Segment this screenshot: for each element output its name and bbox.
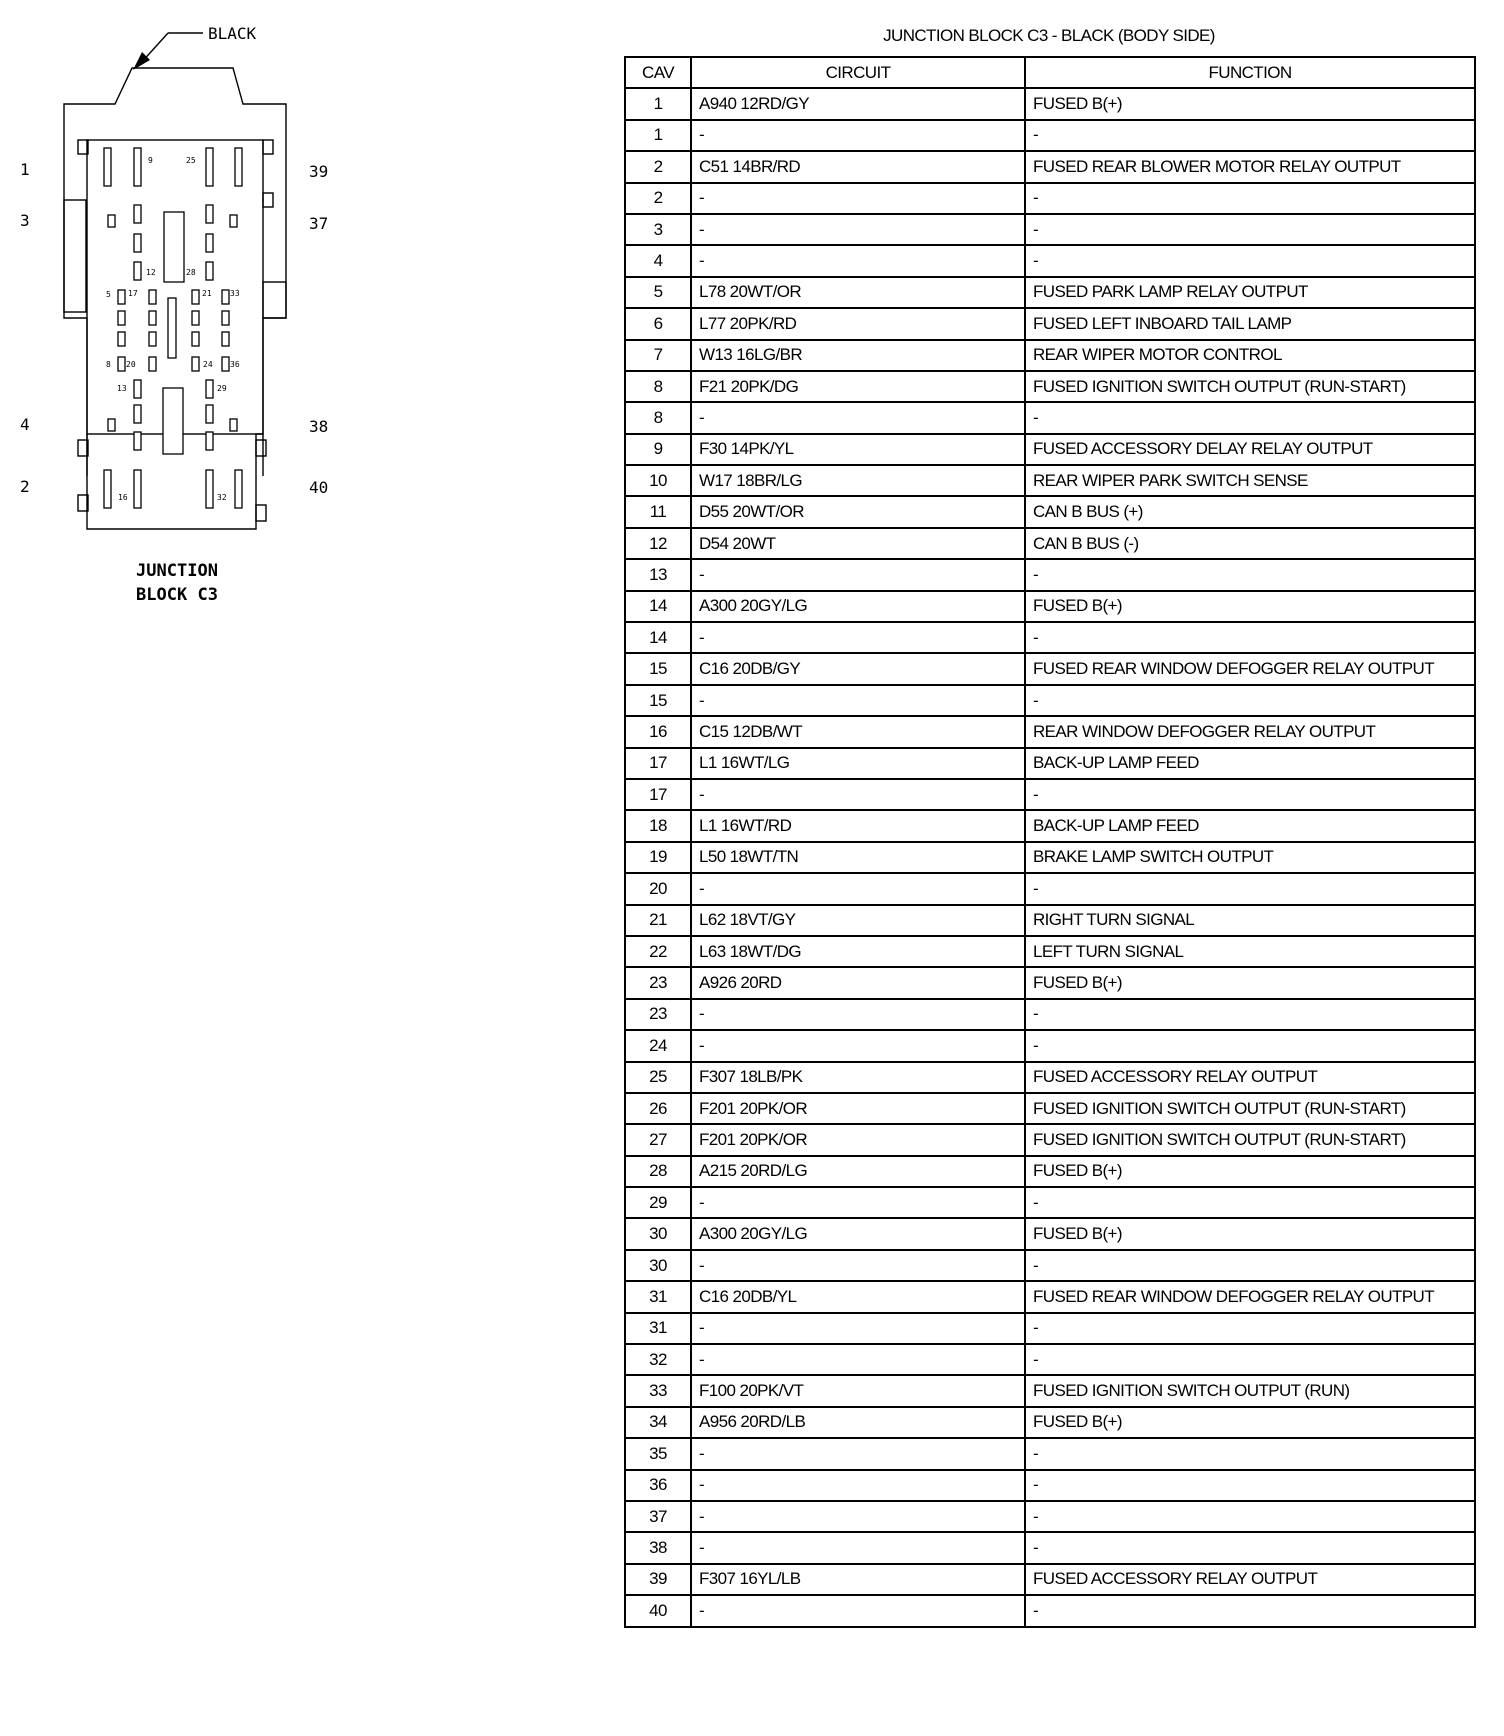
cell-function: FUSED IGNITION SWITCH OUTPUT (RUN-START) bbox=[1025, 1124, 1475, 1155]
cell-circuit: C16 20DB/GY bbox=[691, 653, 1025, 684]
cell-function: FUSED LEFT INBOARD TAIL LAMP bbox=[1025, 308, 1475, 339]
table-row bbox=[625, 748, 1475, 779]
cell-function: - bbox=[1025, 1187, 1475, 1218]
header-circuit: CIRCUIT bbox=[691, 57, 1025, 88]
cell-cav: 39 bbox=[625, 1564, 691, 1595]
cell-circuit: - bbox=[691, 1313, 1025, 1344]
table-title: JUNCTION BLOCK C3 - BLACK (BODY SIDE) bbox=[883, 26, 1215, 45]
cavity-number: 24 bbox=[203, 360, 213, 369]
cavity-number: 20 bbox=[126, 360, 136, 369]
cell-function: FUSED REAR BLOWER MOTOR RELAY OUTPUT bbox=[1025, 151, 1475, 182]
table-row bbox=[625, 434, 1475, 465]
table-row bbox=[625, 1344, 1475, 1375]
cell-cav: 2 bbox=[625, 183, 691, 214]
cell-circuit: - bbox=[691, 1187, 1025, 1218]
cell-function: BACK-UP LAMP FEED bbox=[1025, 810, 1475, 841]
cell-function: REAR WINDOW DEFOGGER RELAY OUTPUT bbox=[1025, 716, 1475, 747]
cell-function: - bbox=[1025, 1595, 1475, 1626]
cell-cav: 14 bbox=[625, 591, 691, 622]
cell-function: - bbox=[1025, 622, 1475, 653]
cell-cav: 16 bbox=[625, 716, 691, 747]
table-row bbox=[625, 685, 1475, 716]
cell-cav: 11 bbox=[625, 496, 691, 527]
cell-circuit: - bbox=[691, 1438, 1025, 1469]
pin-label: 40 bbox=[309, 478, 329, 497]
cell-function: FUSED B(+) bbox=[1025, 1407, 1475, 1438]
cell-circuit: A300 20GY/LG bbox=[691, 591, 1025, 622]
cell-cav: 38 bbox=[625, 1532, 691, 1563]
cell-function: FUSED IGNITION SWITCH OUTPUT (RUN-START) bbox=[1025, 1093, 1475, 1124]
cell-function: - bbox=[1025, 1470, 1475, 1501]
table-row bbox=[625, 936, 1475, 967]
cell-circuit: A300 20GY/LG bbox=[691, 1218, 1025, 1249]
cavity-table bbox=[624, 56, 1476, 1628]
table-row bbox=[625, 1470, 1475, 1501]
cell-cav: 36 bbox=[625, 1470, 691, 1501]
cell-function: - bbox=[1025, 1250, 1475, 1281]
cell-cav: 8 bbox=[625, 402, 691, 433]
header-function: FUNCTION bbox=[1025, 57, 1475, 88]
pin-label: 39 bbox=[309, 162, 329, 181]
cell-cav: 4 bbox=[625, 245, 691, 276]
table-row bbox=[625, 1124, 1475, 1155]
table-row bbox=[625, 779, 1475, 810]
cell-circuit: D55 20WT/OR bbox=[691, 496, 1025, 527]
cell-cav: 17 bbox=[625, 748, 691, 779]
cell-function: RIGHT TURN SIGNAL bbox=[1025, 905, 1475, 936]
cell-cav: 40 bbox=[625, 1595, 691, 1626]
cell-circuit: A956 20RD/LB bbox=[691, 1407, 1025, 1438]
cell-circuit: - bbox=[691, 1470, 1025, 1501]
cell-cav: 1 bbox=[625, 120, 691, 151]
cell-circuit: - bbox=[691, 1344, 1025, 1375]
cell-function: FUSED IGNITION SWITCH OUTPUT (RUN) bbox=[1025, 1375, 1475, 1406]
cell-circuit: A926 20RD bbox=[691, 967, 1025, 998]
table-row bbox=[625, 622, 1475, 653]
cell-function: - bbox=[1025, 214, 1475, 245]
cavity-number: 32 bbox=[217, 493, 227, 502]
table-row bbox=[625, 716, 1475, 747]
table-row bbox=[625, 1438, 1475, 1469]
table-row bbox=[625, 1313, 1475, 1344]
table-row bbox=[625, 1564, 1475, 1595]
cell-function: - bbox=[1025, 873, 1475, 904]
cell-cav: 23 bbox=[625, 967, 691, 998]
table-row bbox=[625, 1407, 1475, 1438]
cell-function: - bbox=[1025, 1313, 1475, 1344]
table-row bbox=[625, 905, 1475, 936]
cell-function: FUSED REAR WINDOW DEFOGGER RELAY OUTPUT bbox=[1025, 653, 1475, 684]
cell-circuit: L50 18WT/TN bbox=[691, 842, 1025, 873]
cell-cav: 27 bbox=[625, 1124, 691, 1155]
table-row bbox=[625, 465, 1475, 496]
cell-cav: 34 bbox=[625, 1407, 691, 1438]
cavity-number: 9 bbox=[148, 156, 153, 165]
table-row bbox=[625, 1375, 1475, 1406]
cell-function: FUSED PARK LAMP RELAY OUTPUT bbox=[1025, 277, 1475, 308]
cell-cav: 25 bbox=[625, 1062, 691, 1093]
table-row bbox=[625, 842, 1475, 873]
table-row bbox=[625, 1156, 1475, 1187]
header-cav: CAV bbox=[625, 57, 691, 88]
pin-label: 38 bbox=[309, 417, 329, 436]
cell-circuit: A940 12RD/GY bbox=[691, 88, 1025, 119]
cell-function: - bbox=[1025, 779, 1475, 810]
cell-circuit: L62 18VT/GY bbox=[691, 905, 1025, 936]
cell-circuit: D54 20WT bbox=[691, 528, 1025, 559]
cell-function: - bbox=[1025, 1532, 1475, 1563]
cell-cav: 13 bbox=[625, 559, 691, 590]
cell-circuit: F307 16YL/LB bbox=[691, 1564, 1025, 1595]
cell-function: CAN B BUS (+) bbox=[1025, 496, 1475, 527]
connector-color-label: BLACK bbox=[208, 24, 257, 43]
cell-cav: 31 bbox=[625, 1313, 691, 1344]
cavity-number: 13 bbox=[117, 384, 127, 393]
cell-circuit: C51 14BR/RD bbox=[691, 151, 1025, 182]
cell-cav: 22 bbox=[625, 936, 691, 967]
table-row bbox=[625, 245, 1475, 276]
table-row bbox=[625, 810, 1475, 841]
cell-cav: 30 bbox=[625, 1218, 691, 1249]
connector-cavities bbox=[104, 148, 242, 508]
cell-cav: 32 bbox=[625, 1344, 691, 1375]
table-row bbox=[625, 1532, 1475, 1563]
cell-circuit: C16 20DB/YL bbox=[691, 1281, 1025, 1312]
cell-circuit: F201 20PK/OR bbox=[691, 1124, 1025, 1155]
cell-circuit: - bbox=[691, 1030, 1025, 1061]
cell-cav: 15 bbox=[625, 685, 691, 716]
cell-function: BRAKE LAMP SWITCH OUTPUT bbox=[1025, 842, 1475, 873]
table-row bbox=[625, 528, 1475, 559]
table-row bbox=[625, 653, 1475, 684]
cell-cav: 12 bbox=[625, 528, 691, 559]
cell-circuit: L1 16WT/RD bbox=[691, 810, 1025, 841]
table-row bbox=[625, 371, 1475, 402]
cell-cav: 10 bbox=[625, 465, 691, 496]
cavity-number: 8 bbox=[106, 360, 111, 369]
pin-label: 3 bbox=[20, 211, 30, 230]
cell-circuit: - bbox=[691, 1250, 1025, 1281]
cell-cav: 33 bbox=[625, 1375, 691, 1406]
pin-label: 2 bbox=[20, 477, 30, 496]
cell-cav: 26 bbox=[625, 1093, 691, 1124]
table-row bbox=[625, 151, 1475, 182]
cell-cav: 9 bbox=[625, 434, 691, 465]
cell-cav: 5 bbox=[625, 277, 691, 308]
cell-function: - bbox=[1025, 559, 1475, 590]
cell-circuit: L77 20PK/RD bbox=[691, 308, 1025, 339]
cell-function: FUSED B(+) bbox=[1025, 967, 1475, 998]
cell-circuit: - bbox=[691, 402, 1025, 433]
cell-circuit: F30 14PK/YL bbox=[691, 434, 1025, 465]
cell-circuit: F307 18LB/PK bbox=[691, 1062, 1025, 1093]
table-row bbox=[625, 277, 1475, 308]
cell-function: FUSED ACCESSORY RELAY OUTPUT bbox=[1025, 1564, 1475, 1595]
pin-label: 37 bbox=[309, 214, 329, 233]
cell-circuit: - bbox=[691, 1532, 1025, 1563]
table-row bbox=[625, 214, 1475, 245]
cell-circuit: - bbox=[691, 873, 1025, 904]
cell-function: FUSED REAR WINDOW DEFOGGER RELAY OUTPUT bbox=[1025, 1281, 1475, 1312]
cell-cav: 23 bbox=[625, 999, 691, 1030]
cell-function: - bbox=[1025, 183, 1475, 214]
cavity-number: 33 bbox=[230, 289, 240, 298]
cell-function: - bbox=[1025, 685, 1475, 716]
cell-circuit: L78 20WT/OR bbox=[691, 277, 1025, 308]
pin-label: 1 bbox=[20, 160, 30, 179]
cell-function: FUSED IGNITION SWITCH OUTPUT (RUN-START) bbox=[1025, 371, 1475, 402]
cell-cav: 17 bbox=[625, 779, 691, 810]
cell-cav: 37 bbox=[625, 1501, 691, 1532]
cavity-number: 29 bbox=[217, 384, 227, 393]
table-row bbox=[625, 1501, 1475, 1532]
table-row bbox=[625, 183, 1475, 214]
cell-cav: 29 bbox=[625, 1187, 691, 1218]
cell-cav: 14 bbox=[625, 622, 691, 653]
table-header-row bbox=[625, 57, 1475, 88]
cell-circuit: L63 18WT/DG bbox=[691, 936, 1025, 967]
table-row bbox=[625, 1218, 1475, 1249]
cell-circuit: - bbox=[691, 120, 1025, 151]
cell-cav: 20 bbox=[625, 873, 691, 904]
table-row bbox=[625, 340, 1475, 371]
table-row bbox=[625, 1030, 1475, 1061]
cavity-number: 25 bbox=[186, 156, 196, 165]
pin-label: 4 bbox=[20, 415, 30, 434]
table-row bbox=[625, 999, 1475, 1030]
cell-function: BACK-UP LAMP FEED bbox=[1025, 748, 1475, 779]
cavity-number: 12 bbox=[146, 268, 156, 277]
table-row bbox=[625, 402, 1475, 433]
cell-cav: 21 bbox=[625, 905, 691, 936]
cavity-number: 21 bbox=[202, 289, 212, 298]
cell-circuit: A215 20RD/LG bbox=[691, 1156, 1025, 1187]
connector-diagram bbox=[0, 0, 360, 620]
cell-function: - bbox=[1025, 1030, 1475, 1061]
cell-function: - bbox=[1025, 1344, 1475, 1375]
table-body bbox=[625, 88, 1475, 1626]
cavity-number: 16 bbox=[118, 493, 128, 502]
cell-cav: 19 bbox=[625, 842, 691, 873]
cell-cav: 28 bbox=[625, 1156, 691, 1187]
connector-name-line1: JUNCTION bbox=[136, 561, 218, 581]
table-row bbox=[625, 496, 1475, 527]
table-row bbox=[625, 591, 1475, 622]
cell-circuit: C15 12DB/WT bbox=[691, 716, 1025, 747]
cell-function: FUSED B(+) bbox=[1025, 1156, 1475, 1187]
cell-circuit: - bbox=[691, 183, 1025, 214]
cavity-number: 28 bbox=[186, 268, 196, 277]
cell-circuit: - bbox=[691, 1595, 1025, 1626]
cell-function: FUSED B(+) bbox=[1025, 591, 1475, 622]
cell-function: REAR WIPER MOTOR CONTROL bbox=[1025, 340, 1475, 371]
table-row bbox=[625, 120, 1475, 151]
cavity-number: 17 bbox=[128, 289, 138, 298]
cell-function: REAR WIPER PARK SWITCH SENSE bbox=[1025, 465, 1475, 496]
cell-circuit: W13 16LG/BR bbox=[691, 340, 1025, 371]
cell-function: - bbox=[1025, 999, 1475, 1030]
cell-function: - bbox=[1025, 120, 1475, 151]
cell-cav: 8 bbox=[625, 371, 691, 402]
cell-circuit: F201 20PK/OR bbox=[691, 1093, 1025, 1124]
cavity-number: 5 bbox=[106, 290, 111, 299]
cell-cav: 24 bbox=[625, 1030, 691, 1061]
cell-cav: 7 bbox=[625, 340, 691, 371]
cell-cav: 1 bbox=[625, 88, 691, 119]
cell-circuit: F21 20PK/DG bbox=[691, 371, 1025, 402]
table-row bbox=[625, 1281, 1475, 1312]
cell-cav: 18 bbox=[625, 810, 691, 841]
cell-cav: 2 bbox=[625, 151, 691, 182]
connector-name-line2: BLOCK C3 bbox=[136, 585, 218, 605]
cell-cav: 31 bbox=[625, 1281, 691, 1312]
table-row bbox=[625, 1062, 1475, 1093]
cell-function: - bbox=[1025, 1501, 1475, 1532]
table-row bbox=[625, 308, 1475, 339]
cell-circuit: - bbox=[691, 1501, 1025, 1532]
cell-function: FUSED ACCESSORY DELAY RELAY OUTPUT bbox=[1025, 434, 1475, 465]
table-row bbox=[625, 1093, 1475, 1124]
table-row bbox=[625, 967, 1475, 998]
cell-circuit: - bbox=[691, 559, 1025, 590]
cell-function: CAN B BUS (-) bbox=[1025, 528, 1475, 559]
cavity-number: 36 bbox=[230, 360, 240, 369]
cell-cav: 30 bbox=[625, 1250, 691, 1281]
cell-function: FUSED B(+) bbox=[1025, 88, 1475, 119]
cell-function: - bbox=[1025, 402, 1475, 433]
cell-function: FUSED B(+) bbox=[1025, 1218, 1475, 1249]
table-row bbox=[625, 559, 1475, 590]
cell-circuit: W17 18BR/LG bbox=[691, 465, 1025, 496]
cell-cav: 6 bbox=[625, 308, 691, 339]
cell-circuit: F100 20PK/VT bbox=[691, 1375, 1025, 1406]
table-row bbox=[625, 1595, 1475, 1626]
cell-function: FUSED ACCESSORY RELAY OUTPUT bbox=[1025, 1062, 1475, 1093]
cell-circuit: - bbox=[691, 622, 1025, 653]
cell-function: - bbox=[1025, 1438, 1475, 1469]
table-row bbox=[625, 873, 1475, 904]
cell-circuit: L1 16WT/LG bbox=[691, 748, 1025, 779]
cell-circuit: - bbox=[691, 999, 1025, 1030]
cell-function: - bbox=[1025, 245, 1475, 276]
cell-circuit: - bbox=[691, 245, 1025, 276]
cell-circuit: - bbox=[691, 214, 1025, 245]
cell-circuit: - bbox=[691, 779, 1025, 810]
table-row bbox=[625, 88, 1475, 119]
cell-cav: 3 bbox=[625, 214, 691, 245]
cell-function: LEFT TURN SIGNAL bbox=[1025, 936, 1475, 967]
cell-cav: 35 bbox=[625, 1438, 691, 1469]
table-row bbox=[625, 1187, 1475, 1218]
table-row bbox=[625, 1250, 1475, 1281]
cell-circuit: - bbox=[691, 685, 1025, 716]
cell-cav: 15 bbox=[625, 653, 691, 684]
